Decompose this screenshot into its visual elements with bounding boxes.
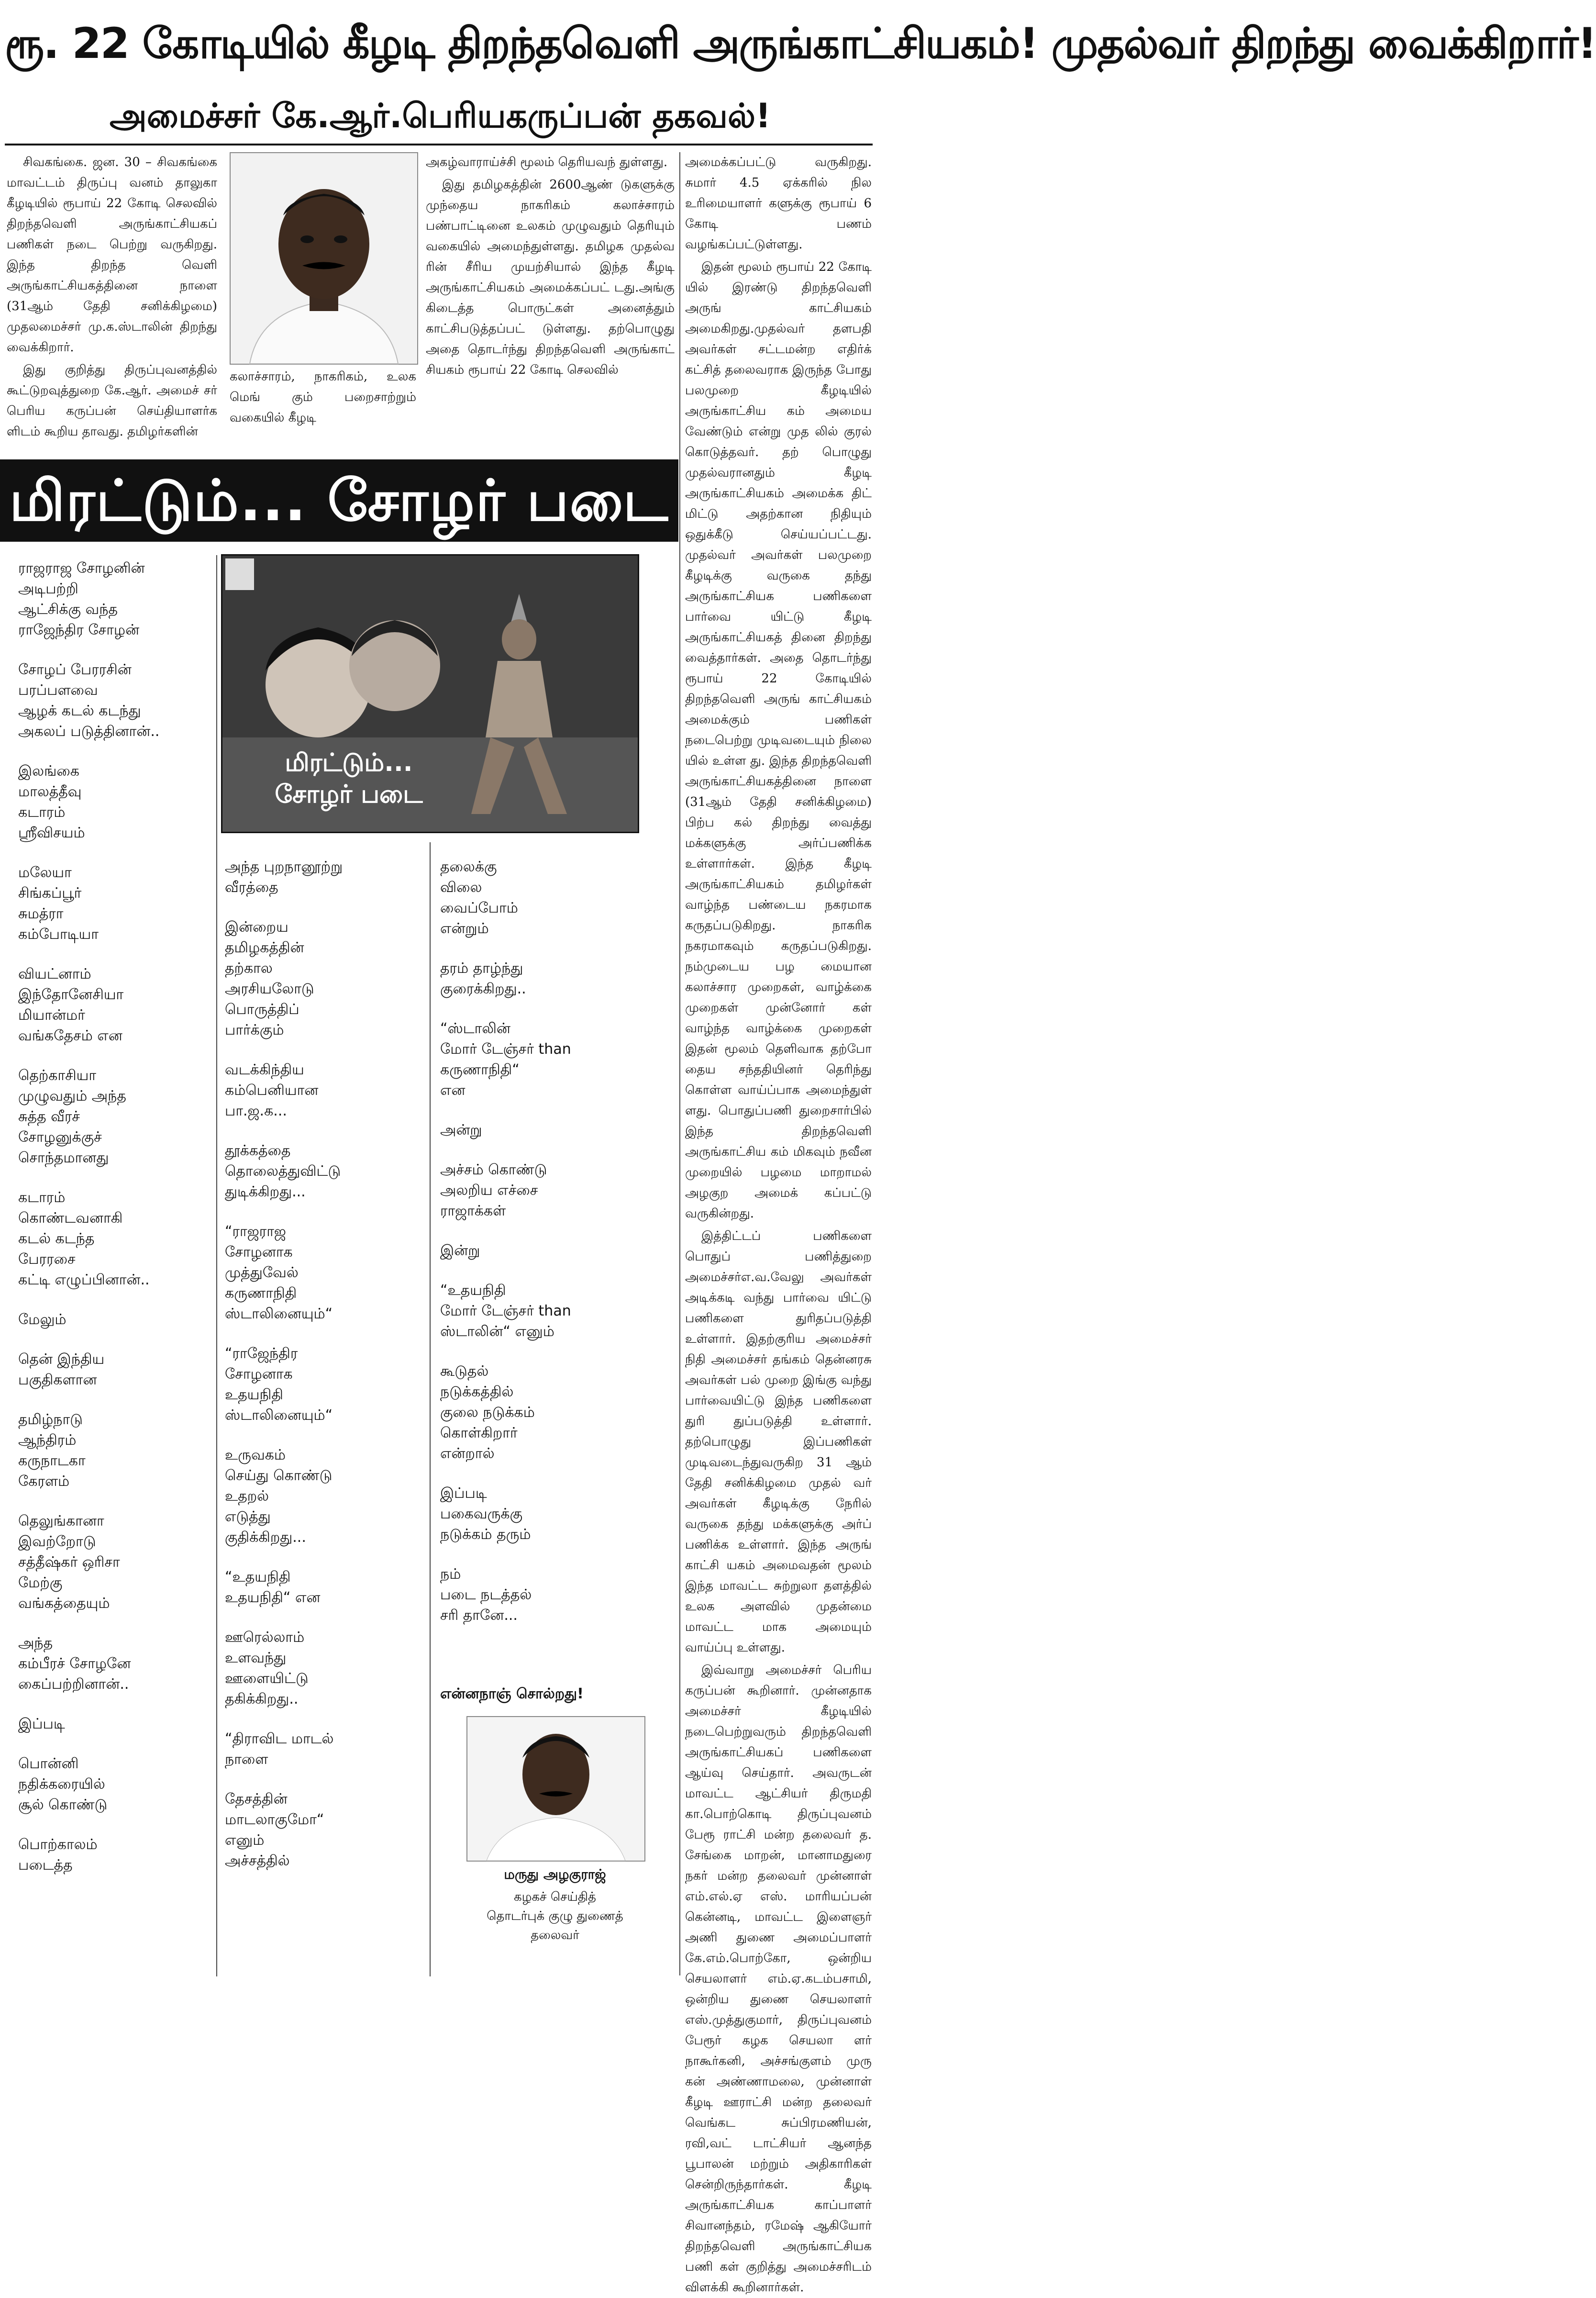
poem-line: உளவந்து (225, 1650, 287, 1666)
portrait-icon (467, 1717, 644, 1861)
poem-stanza (18, 1349, 210, 1390)
poem-line: படை நடத்தல் (440, 1586, 532, 1603)
poem-stanza (18, 558, 210, 640)
poem-line: வங்கதேசம் என (18, 1027, 122, 1044)
poem-line: உதயநிதி (225, 1386, 283, 1403)
poem-line: கூடுதல் (440, 1363, 489, 1380)
news-column-3 (426, 133, 675, 382)
poem-line: எனும் (225, 1832, 265, 1849)
column-divider (216, 555, 217, 1976)
poem-line: சூல் கொண்டு (18, 1796, 108, 1813)
news-paragraph: அகழ்வாராய்ச்சி மூலம் தெரியவந் துள்ளது. (426, 155, 668, 169)
news-paragraph: இத்திட்டப் பணிகளை பொதுப் பணித்துறை அமைச்சர்எ.வ.வேலு அவர்கள் அடிக்கடி வந்து பார்வை யிட்டு பணிகளை துரிதப்படுத்தி உள்ளார். இதற்குரிய அமைச்சர் நிதி அமைச்சர் தங்கம் தென்னரசு அவர்கள் பல் முறை இங்கு வந்து பார்வையிட்டு இந்த பணிகளை துரி துப்படுத்தி உள்ளார். தற்பொழுது இப்பணிகள் முடிவடைந்துவருகிற 31 ஆம் தேதி சனிக்கிழமை முதல் வர் அவர்கள் கீழடிக்கு நேரில் வருகை தந்து மக்களுக்கு அர்ப் பணிக்க உள்ளார். இந்த அருங் காட்சி யகம் அமைவதன் மூலம் இந்த மாவட்ட சுற்றுலா தளத்தில் உலக அளவில் முதன்மை மாவட்ட மாக அமையும் வாய்ப்பு உள்ளது. (685, 1229, 872, 1655)
poem-stanza (18, 1309, 210, 1330)
poem-line: சோழனுக்குச் (18, 1129, 102, 1146)
poem-line: அந்த (18, 1635, 53, 1651)
poem-line: கொள்கிறார் (440, 1425, 518, 1441)
poem-line: சொந்தமானது (18, 1149, 109, 1166)
poem-line: அச்சம் கொண்டு (440, 1161, 547, 1178)
poem-line: சிங்கப்பூர் (18, 885, 82, 902)
author-role-line: தலைவர் (531, 1928, 579, 1942)
poem-line: தலைக்கு (440, 859, 497, 875)
poem-line: ராஜேந்திர சோழன் (18, 622, 140, 638)
poem-line: பொற்காலம் (18, 1836, 98, 1853)
poem-stanza (440, 1361, 670, 1464)
poem-line: உதயநிதி“ என (225, 1589, 321, 1606)
poem-column-1 (18, 558, 210, 1895)
poem-stanza (18, 1714, 210, 1734)
poem-stanza (440, 1018, 670, 1101)
news-paragraph: சிவகங்கை. ஜன. 30 – சிவகங்கை மாவட்டம் திருப்பு வனம் தாலுகா கீழடியில் ரூபாய் 22 கோடி செலவில் திறந்தவெளி அருங்காட்சியகப் பணிகள் நடை பெற்று வருகிறது. இந்த திறந்த வெளி அருங்காட்சியகத்தினை நாளை (31ஆம் தேதி சனிக்கிழமை) முதலமைச்சர் மு.க.ஸ்டாலின் திறந்து வைக்கிறார். (7, 155, 217, 355)
poem-line: வீரத்தை (225, 879, 278, 896)
poem-line: கருணாநிதி“ (440, 1061, 520, 1078)
poem-line: கடாரம் (18, 804, 66, 821)
poem-stanza (225, 917, 426, 1040)
poem-stanza (18, 1187, 210, 1290)
poem-line: தரம் தாழ்ந்து (440, 960, 523, 977)
poem-line: பகுதிகளான (18, 1372, 97, 1388)
poem-line: தமிழகத்தின் (225, 939, 304, 956)
poem-line: தெலுங்கானா (18, 1513, 104, 1529)
poem-line: உருவகம் (225, 1447, 286, 1463)
column-divider (430, 842, 431, 1976)
news-paragraph: அமைக்கப்பட்டு வருகிறது. சுமார் 4.5 ஏக்கரில் நில உரிமையாளர் களுக்கு ரூபாய் 6 கோடி பணம் வழங்கப்பட்டுள்ளது. (685, 155, 872, 252)
poem-line: சத்தீஷ்கர் ஒரிசா (18, 1554, 120, 1571)
poem-line: வைப்போம் (440, 900, 518, 916)
poem-line: தற்கால (225, 960, 273, 977)
news-paragraph: கலாச்சாரம், நாகரிகம், உலக மெங் கும் பறைசாற்றும் வகையில் கீழடி (230, 369, 416, 425)
poem-line: இப்படி (18, 1716, 65, 1732)
news-column-2 (230, 367, 416, 430)
poem-line: குரைக்கிறது.. (440, 981, 526, 997)
poem-line: கருணாநிதி (225, 1285, 297, 1302)
image-caption-line: மிரட்டும்... (285, 748, 413, 777)
poem-line: கம்பீரச் சோழனே (18, 1655, 131, 1672)
poem-line: ஆட்சிக்கு வந்த (18, 601, 118, 618)
poem-stanza (440, 1160, 670, 1221)
poem-signoff: என்னநாஞ் சொல்றது! (440, 1685, 584, 1702)
poem-line: படைத்த (18, 1857, 73, 1874)
image-caption-line: சோழர் படை (275, 780, 423, 809)
news-paragraph: இது குறித்து திருப்புவனத்தில் கூட்டுறவுத்துறை கே.ஆர். அமைச் சர் பெரிய கருப்பன் செய்தியாளர்க ளிடம் கூறிய தாவது. தமிழர்களின் (7, 363, 217, 439)
poem-line: தமிழ்நாடு (18, 1411, 83, 1428)
poem-stanza (225, 857, 426, 898)
poem-stanza (225, 1567, 426, 1608)
poem-stanza (18, 1065, 210, 1168)
poem-line: மோர் டேஞ்சர் than (440, 1041, 571, 1058)
poem-stanza (18, 1409, 210, 1492)
poem-line: அகலப் படுத்தினான்.. (18, 723, 160, 740)
poem-column-2 (225, 857, 426, 1890)
poem-line: நடுக்கத்தில் (440, 1383, 514, 1400)
poem-line: “உதயநிதி (440, 1282, 506, 1299)
poem-stanza (225, 1627, 426, 1709)
poem-line: பரப்பளவை (18, 682, 98, 699)
poem-line: குலை நடுக்கம் (440, 1404, 535, 1421)
column-divider (679, 152, 680, 1975)
poem-line: “ராஜேந்திர (225, 1345, 298, 1362)
poem-line: ஸ்ரீவிசயம் (18, 825, 85, 841)
poem-line: கேரளம் (18, 1473, 70, 1490)
poem-stanza (225, 1060, 426, 1121)
poem-line: உதறல் (225, 1488, 269, 1505)
news-column-4 (685, 152, 872, 2295)
poem-line: ஊளையிட்டு (225, 1670, 309, 1687)
poem-line: அன்று (440, 1122, 482, 1138)
poem-line: அரசியலோடு (225, 981, 314, 997)
minister-photo (230, 152, 418, 365)
poem-line: தென் இந்திய (18, 1351, 105, 1368)
poem-line: சுத்த வீரச் (18, 1108, 80, 1125)
poem-column-3 (440, 857, 670, 1645)
poem-line: கைப்பற்றினான்.. (18, 1676, 129, 1693)
author-role-line: தொடர்புக் குழு துணைத் (487, 1909, 623, 1923)
poem-stanza (225, 1343, 426, 1426)
poem-line: பா.ஜ.க... (225, 1103, 287, 1119)
poem-line: அச்சத்தில் (225, 1852, 290, 1869)
image-caption (258, 747, 440, 810)
poem-line: விலை (440, 879, 482, 896)
poem-stanza (18, 659, 210, 742)
poem-line: நாளை (225, 1751, 268, 1768)
poem-line: மாடலாகுமோ“ (225, 1811, 324, 1828)
poem-line: மேற்கு (18, 1574, 63, 1591)
poem-line: தூக்கத்தை (225, 1142, 291, 1159)
poem-line: ராஜராஜ சோழனின் (18, 560, 145, 577)
poem-line: பொன்னி (18, 1755, 79, 1772)
poem-line: தேசத்தின் (225, 1791, 288, 1807)
author-role-line: கழகச் செய்தித் (513, 1890, 596, 1904)
poem-line: மேலும் (18, 1311, 66, 1328)
author-role (440, 1887, 670, 1945)
poem-line: தெற்காசியா (18, 1067, 97, 1084)
poem-line: ஆழக் கடல் கடந்து (18, 703, 141, 719)
poem-line: ஆந்திரம் (18, 1432, 77, 1449)
poem-line: பகைவருக்கு (440, 1506, 523, 1522)
poem-stanza (225, 1445, 426, 1548)
poem-line: “திராவிட மாடல் (225, 1730, 334, 1747)
poem-stanza (18, 1511, 210, 1614)
poem-line: “ஸ்டாலின் (440, 1020, 510, 1037)
poem-stanza (225, 1140, 426, 1202)
poem-line: தொலைத்துவிட்டு (225, 1163, 341, 1180)
poem-line: அடிபற்றி (18, 580, 78, 597)
poem-line: கம்பெனியான (225, 1082, 319, 1099)
poem-line: ஸ்டாலினையும்“ (225, 1305, 333, 1322)
poem-line: முத்துவேல் (225, 1264, 299, 1281)
poem-line: சோழனாக (225, 1366, 293, 1383)
poem-line: மியான்மர் (18, 1007, 85, 1024)
poem-line: “ராஜராஜ (225, 1223, 286, 1240)
poem-stanza (225, 1789, 426, 1871)
poem-stanza (440, 958, 670, 999)
author-photo (466, 1716, 645, 1862)
poem-banner: மிரட்டும்... சோழர் படை (0, 459, 678, 542)
poem-line: பார்க்கும் (225, 1022, 284, 1038)
poem-line: என்றும் (440, 920, 489, 937)
poem-line: பொருத்திப் (225, 1001, 299, 1018)
poem-line: இப்படி (440, 1485, 487, 1502)
poem-line: கொண்டவனாகி (18, 1210, 123, 1227)
poem-line: இந்தோனேசியா (18, 986, 124, 1003)
news-paragraph: இது தமிழகத்தின் 2600ஆண் டுகளுக்கு முந்தைய நாகரிகம் கலாச்சாரம் பண்பாட்டினை உலகம் முழுவதும் தெரியும் வகையில் அமைந்துள்ளது. தமிழக முதல்வ ரின் சீரிய முயற்சியால் இந்த கீழடி அருங்காட்சியகம் அமைக்கப்பட் டது.அங்கு கிடைத்த பொருட்கள் அனைத்தும் காட்சிபடுத்தப்பட் டுள்ளது. தற்பொழுது அதை தொடர்ந்து திறந்தவெளி அருங்காட் சியகம் ரூபாய் 22 கோடி செலவில் (426, 178, 675, 377)
poem-stanza (440, 1564, 670, 1626)
poem-line: செய்து கொண்டு (225, 1467, 332, 1484)
poem-line: இவற்றோடு (18, 1533, 96, 1550)
poem-line: அந்த புறநானூற்று (225, 859, 343, 875)
poem-line: முழுவதும் அந்த (18, 1088, 126, 1104)
poem-illustration (221, 554, 639, 833)
news-paragraph: இதன் மூலம் ரூபாய் 22 கோடி யில் இரண்டு திறந்தவெளி அருங் காட்சியகம் அமைகிறது.முதல்வர் தளபதி அவர்கள் சட்டமன்ற எதிர்க் கட்சித் தலைவராக இருந்த போது பலமுறை கீழடியில் அருங்காட்சிய கம் அமைய வேண்டும் என்று முத லில் குரல் கொடுத்தவர். தற் பொழுது முதல்வரானதும் கீழடி அருங்காட்சியகம் அமைக்க திட் மிட்டு அதற்கான நிதியும் ஒதுக்கீடு செய்யப்பட்டது. முதல்வர் அவர்கள் பலமுறை கீழடிக்கு வருகை தந்து அருங்காட்சியக பணிகளை பார்வை யிட்டு கீழடி அருங்காட்சியகத் தினை திறந்து வைத்தார்கள். அதை தொடர்ந்து ரூபாய் 22 கோடியில் திறந்தவெளி அருங் காட்சியகம் அமைக்கும் பணிகள் நடைபெற்று முடிவடையும் நிலை யில் உள்ள து. இந்த திறந்தவெளி அருங்காட்சியகத்தினை நாளை (31ஆம் தேதி சனிக்கிழமை) பிற்ப கல் திறந்து வைத்து மக்களுக்கு அர்ப்பணிக்க உள்ளார்கள். இந்த கீழடி அருங்காட்சியகம் தமிழர்கள் வாழ்ந்த பண்டைய நகரமாக கருதப்படுகிறது. நாகரிக நகரமாகவும் கருதப்படுகிறது. நம்முடைய பழ மையான கலாச்சார முறைகள், வாழ்க்கை முறைகள் முன்னோர் கள் வாழ்ந்த வாழ்க்கை முறைகள் இதன் மூலம் தெளிவாக தற்போ தைய சந்ததியினர் தெரிந்து கொள்ள வாய்ப்பாக அமைந்துள் ளது. பொதுப்பணி துறைசார்பில் இந்த திறந்தவெளி அருங்காட்சிய கம் மிகவும் நவீன முறையில் பழமை மாறாமல் அழகுற அமைக் கப்பட்டு வருகின்றது. (685, 260, 872, 1221)
poem-line: கடாரம் (18, 1189, 66, 1206)
poem-stanza (440, 1120, 670, 1140)
poem-stanza (18, 1753, 210, 1815)
poem-line: இன்று (440, 1242, 480, 1259)
headline: ரூ. 22 கோடியில் கீழடி திறந்தவெளி அருங்காட்சியகம்! முதல்வர் திறந்து வைக்கிறார்! (5, 19, 1596, 68)
poem-line: தகிக்கிறது.. (225, 1691, 299, 1707)
poem-line: சுமத்ரா (18, 905, 64, 922)
poem-line: ஊரெல்லாம் (225, 1629, 305, 1646)
poem-line: சோழனாக (225, 1244, 293, 1261)
poem-stanza (225, 1729, 426, 1770)
poem-line: “உதயநிதி (225, 1569, 291, 1585)
poem-stanza (440, 1240, 670, 1261)
poem-line: கட்டி எழுப்பினான்.. (18, 1272, 150, 1288)
poem-line: மலேயா (18, 864, 72, 881)
poem-line: பேரரசை (18, 1251, 76, 1268)
poem-stanza (18, 761, 210, 843)
poem-stanza (18, 1633, 210, 1695)
author-name: மருது அழகுராஜ் (504, 1866, 606, 1882)
poem-line: இலங்கை (18, 763, 79, 780)
poem-line: ராஜாக்கள் (440, 1203, 506, 1219)
poem-stanza (440, 1483, 670, 1545)
poem-line: கருநாடகா (18, 1452, 86, 1469)
poem-line: நடுக்கம் தரும் (440, 1526, 531, 1543)
poem-line: எடுத்து (225, 1508, 271, 1525)
poem-stanza (18, 862, 210, 945)
poem-line: நதிக்கரையில் (18, 1776, 105, 1793)
poem-line: வடக்கிந்திய (225, 1061, 304, 1078)
poem-stanza (18, 1834, 210, 1875)
poem-line: மாலத்தீவு (18, 783, 82, 800)
poem-line: ஸ்டாலின்“ எனும் (440, 1323, 554, 1340)
poem-line: சோழப் பேரரசின் (18, 661, 132, 678)
poem-line: கம்போடியா (18, 926, 99, 943)
poem-line: மோர் டேஞ்சர் than (440, 1303, 571, 1319)
poem-line: சரி தானே... (440, 1607, 518, 1624)
poem-line: ஸ்டாலினையும்“ (225, 1407, 333, 1424)
poem-line: நம் (440, 1566, 461, 1583)
poem-stanza (225, 1221, 426, 1324)
poem-line: இன்றைய (225, 919, 288, 936)
poem-line: வியட்னாம் (18, 966, 91, 982)
news-paragraph: இவ்வாறு அமைச்சர் பெரிய கருப்பன் கூறினார். முன்னதாக அமைச்சர் கீழடியில் நடைபெற்றுவரும் திறந்தவெளி அருங்காட்சியகப் பணிகளை ஆய்வு செய்தார். அவருடன் மாவட்ட ஆட்சியர் திருமதி கா.பொற்கொடி திருப்புவனம் பேரூ ராட்சி மன்ற தலைவர் த. சேங்கை மாறன், மானாமதுரை நகர் மன்ற தலைவர் முன்னாள் எம்.எல்.ஏ எஸ். மாரியப்பன் கென்னடி, மாவட்ட இளைஞர் அணி துணை அமைப்பாளர் கே.எம்.பொற்கோ, ஒன்றிய செயலாளர் எம்.ஏ.கடம்பசாமி, ஒன்றிய துணை செயலாளர் எஸ்.முத்துகுமார், திருப்புவனம் பேரூர் கழக செயலா ளர் நாகூர்கனி, அச்சங்குளம் முரு கன் அண்ணாமலை, முன்னாள் கீழடி ஊராட்சி மன்ற தலைவர் வெங்கட சுப்பிரமணியன், ரவி,வட் டாட்சியர் ஆனந்த பூபாலன் மற்றும் அதிகாரிகள் சென்றிருந்தார்கள். கீழடி அருங்காட்சியக காப்பாளர் சிவானந்தம், ரமேஷ் ஆகியோர் திறந்தவெளி அருங்காட்சியக பணி கள் குறித்து அமைச்சரிடம் விளக்கி கூறினார்கள். (685, 1663, 872, 2295)
poem-line: வங்கத்தையும் (18, 1595, 110, 1612)
poem-stanza (440, 857, 670, 939)
poem-stanza (18, 964, 210, 1046)
subheadline: அமைச்சர் கே.ஆர்.பெரியகருப்பன் தகவல்! (109, 96, 771, 135)
poem-line: என்றால் (440, 1445, 495, 1462)
poem-line: குதிக்கிறது... (225, 1529, 306, 1546)
poem-line: கடல் கடந்த (18, 1230, 95, 1247)
poem-line: துடிக்கிறது... (225, 1183, 306, 1200)
news-column-1 (7, 152, 217, 444)
poem-stanza (440, 1280, 670, 1342)
poem-line: என (440, 1082, 466, 1099)
portrait-icon (231, 153, 417, 364)
poem-line: அலறிய எச்சை (440, 1182, 538, 1199)
